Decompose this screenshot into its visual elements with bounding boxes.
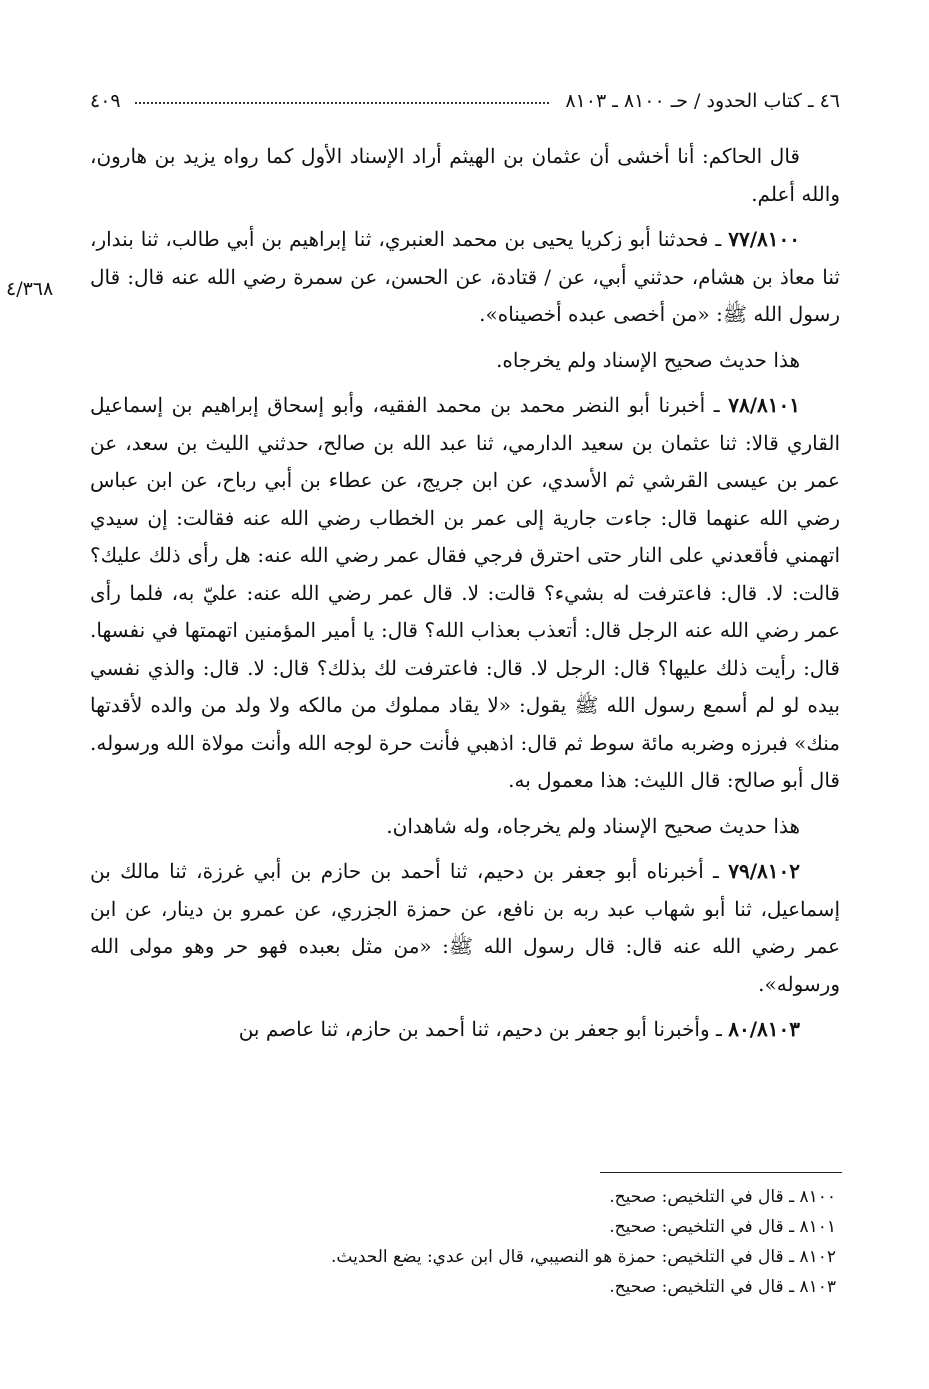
footnote-8103: ٨١٠٣ ـ قال في التلخيص: صحيح. xyxy=(609,1277,836,1297)
footnotes xyxy=(90,1182,840,1302)
hadith-number: ٧٧/٨١٠٠ xyxy=(728,227,800,251)
hadith-number: ٧٩/٨١٠٢ xyxy=(728,859,800,883)
footnote-divider xyxy=(600,1172,842,1173)
hadith-number: ٧٨/٨١٠١ xyxy=(728,393,800,417)
paragraph-text: هذا حديث صحيح الإسناد ولم يخرجاه. xyxy=(496,347,800,372)
paragraph-verdict-8101 xyxy=(90,808,840,846)
paragraph-text: ـ فحدثنا أبو زكريا يحيى بن محمد العنبري، ثنا إبراهيم بن أبي طالب، ثنا بندار، ثنا معاذ بن هشام، حدثني أبي، عن / قتادة، عن الحسن، عن سمرة رضي الله عنه قال: قال رسول الله ﷺ: «من أخصى عبده أخصيناه». xyxy=(90,227,840,326)
dotted-leader xyxy=(135,102,550,104)
paragraph-hakim-comment xyxy=(90,138,840,213)
paragraph-text: ـ أخبرنا أبو النضر محمد بن محمد الفقيه، وأبو إسحاق إبراهيم بن إسماعيل القاري قالا: ثنا عثمان بن سعيد الدارمي، ثنا عبد الله بن صالح، حدثني الليث بن سعد، عن عمر بن عيسى القرشي ثم الأسدي، عن ابن جريج، عن عطاء بن أبي رباح، عن ابن عباس رضي الله عنهما قال: جاءت جارية إلى عمر بن الخطاب رضي الله عنه فقالت: إن سيدي اتهمني فأقعدني على النار حتى احترق فرجي فقال عمر رضي الله عنه: هل رأى ذلك عليك؟ قالت: لا. قال: فاعترفت له بشيء؟ قالت: لا. قال عمر رضي الله عنه: عليّ به، فلما رأى عمر رضي الله عنه الرجل قال: أتعذب بعذاب الله؟ قال: يا أمير المؤمنين اتهمتها في نفسها. قال: رأيت ذلك عليها؟ قال: الرجل لا. قال: فاعترفت لك بذلك؟ قال: لا. قال: والذي نفسي بيده لو لم أسمع رسول الله ﷺ يقول: «لا يقاد مملوك من مالكه ولا ولد من والده لأقدتها منك» فبرزه وضربه مائة سوط ثم قال: اذهبي فأنت حرة لوجه الله وأنت مولاة الله ورسوله. قال أبو صالح: قال الليث: هذا معمول به. xyxy=(90,393,840,792)
footnote-8101: ٨١٠١ ـ قال في التلخيص: صحيح. xyxy=(609,1217,836,1237)
footnote-8100: ٨١٠٠ ـ قال في التلخيص: صحيح. xyxy=(609,1187,836,1207)
page-number: ٤٠٩ xyxy=(90,90,121,112)
footnote-8102: ٨١٠٢ ـ قال في التلخيص: حمزة هو النصيبي، قال ابن عدي: يضع الحديث. xyxy=(331,1247,836,1267)
main-text xyxy=(90,138,840,1057)
paragraph-text: هذا حديث صحيح الإسناد ولم يخرجاه، وله شاهدان. xyxy=(386,813,800,838)
paragraph-verdict-8100 xyxy=(90,342,840,380)
margin-reference: ٤/٣٦٨ xyxy=(6,278,54,300)
page-header xyxy=(90,72,840,112)
paragraph-text: قال الحاكم: أنا أخشى أن عثمان بن الهيثم أراد الإسناد الأول كما رواه يزيد بن هارون، والله أعلم. xyxy=(90,144,840,206)
hadith-number: ٨٠/٨١٠٣ xyxy=(728,1017,800,1041)
paragraph-text: ـ أخبرناه أبو جعفر بن دحيم، ثنا أحمد بن حازم بن أبي غرزة، ثنا مالك بن إسماعيل، ثنا أبو شهاب عبد ربه بن نافع، عن حمزة الجزري، عن عمرو بن دينار، عن ابن عمر رضي الله عنه قال: قال رسول الله ﷺ: «من مثل بعبده فهو حر وهو مولى الله ورسوله». xyxy=(90,859,840,996)
paragraph-hadith-8101 xyxy=(90,387,840,800)
paragraph-text: ـ وأخبرنا أبو جعفر بن دحيم، ثنا أحمد بن حازم، ثنا عاصم بن xyxy=(238,1017,729,1041)
paragraph-hadith-8103 xyxy=(90,1011,840,1049)
running-head: ٤٦ ـ كتاب الحدود / حـ ٨١٠٠ ـ ٨١٠٣ xyxy=(565,90,840,112)
paragraph-hadith-8102 xyxy=(90,853,840,1003)
paragraph-hadith-8100 xyxy=(90,221,840,334)
